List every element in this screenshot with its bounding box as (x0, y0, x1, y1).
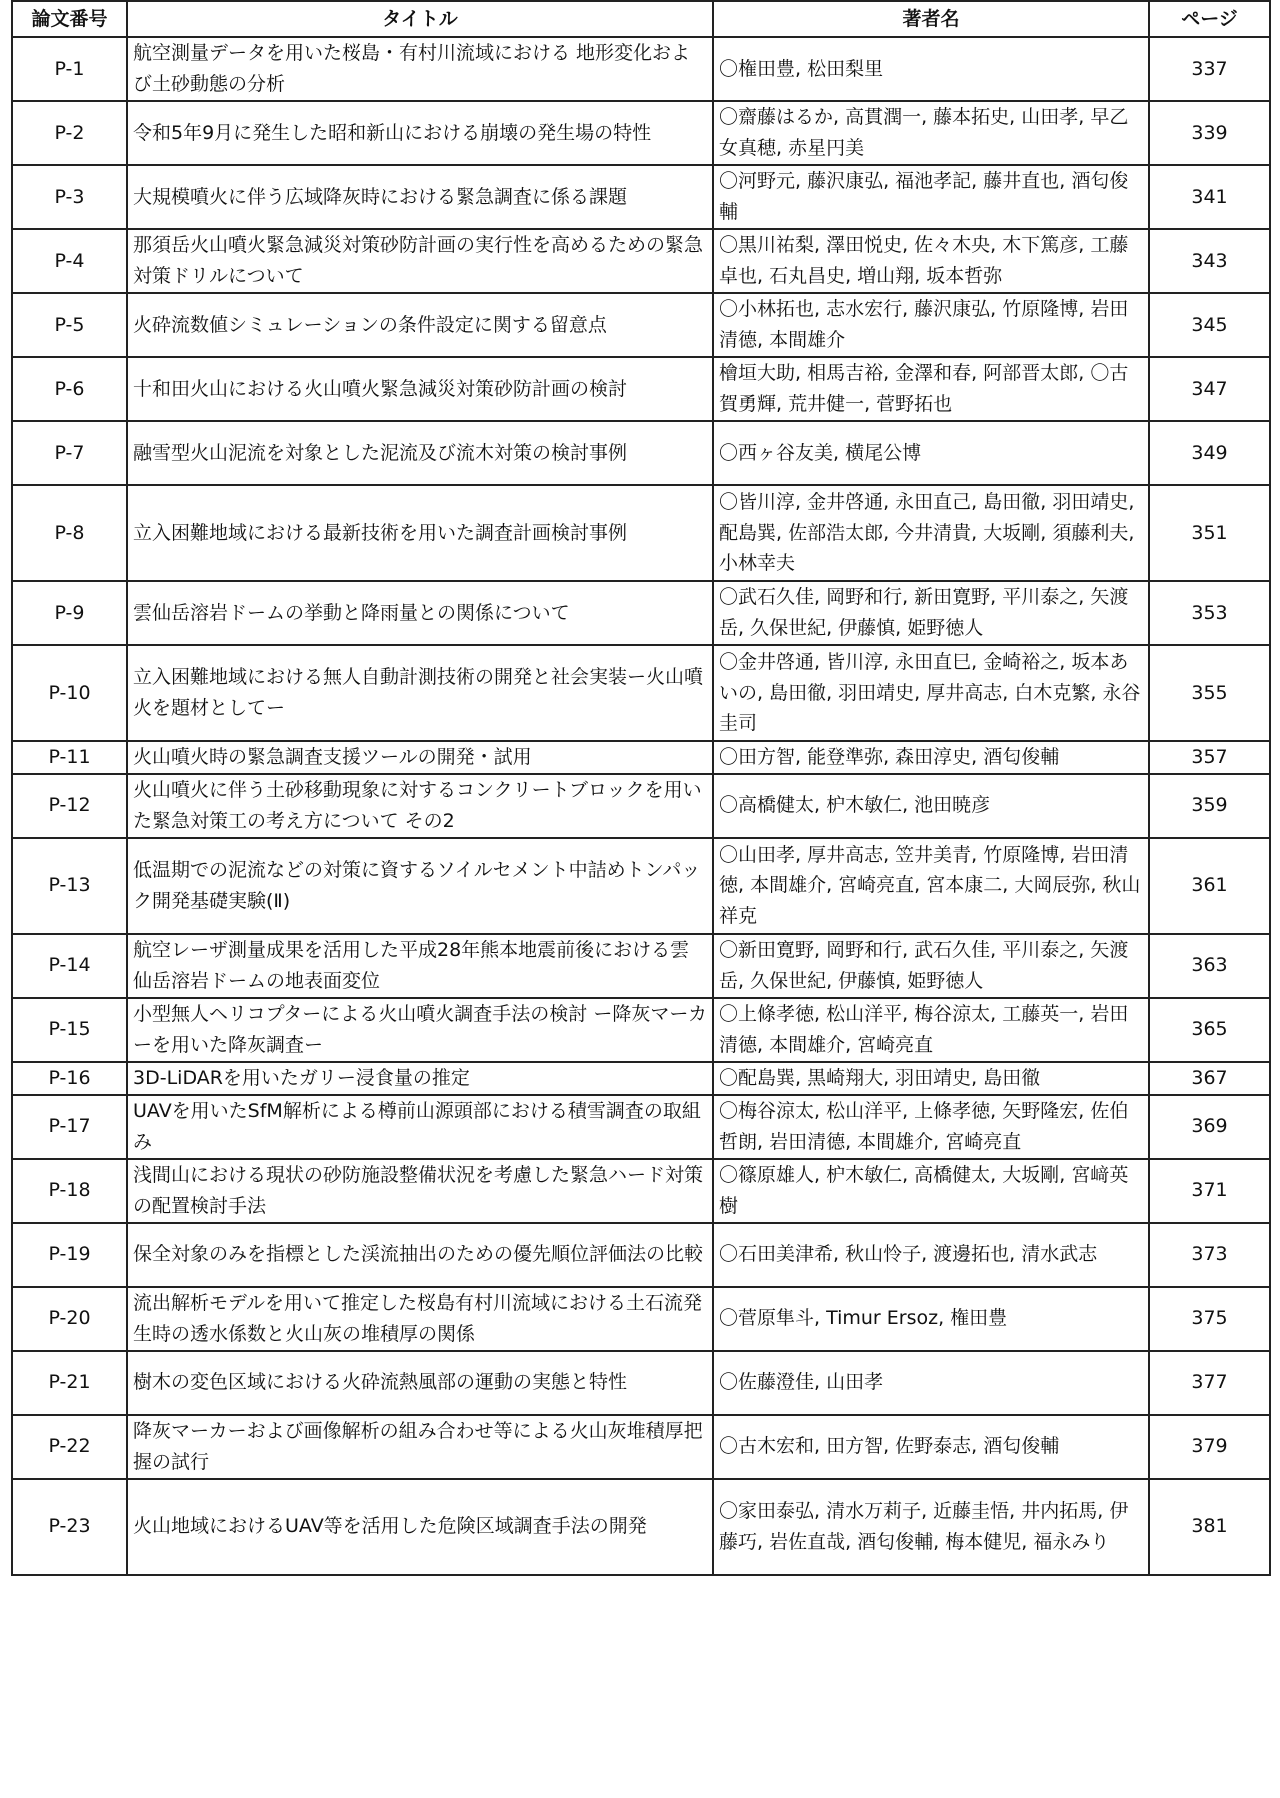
paper-number-cell: P-17 (12, 1095, 127, 1159)
table-row (12, 485, 1270, 581)
paper-number-cell: P-9 (12, 581, 127, 645)
authors-cell: 〇金井啓通, 皆川淳, 永田直巳, 金崎裕之, 坂本あいの, 島田徹, 羽田靖史, 厚井高志, 白木克繁, 永谷圭司 (713, 645, 1149, 741)
title-cell: 小型無人ヘリコプターによる火山噴火調査手法の検討 ー降灰マーカーを用いた降灰調査ー (127, 998, 713, 1062)
table-row (12, 645, 1270, 741)
authors-cell: 〇西ヶ谷友美, 横尾公博 (713, 421, 1149, 485)
title-cell: 航空測量データを用いた桜島・有村川流域における 地形変化および土砂動態の分析 (127, 37, 713, 101)
paper-number-cell: P-22 (12, 1415, 127, 1479)
paper-number-cell: P-19 (12, 1223, 127, 1287)
paper-number-cell: P-5 (12, 293, 127, 357)
table-row (12, 357, 1270, 421)
paper-number-cell: P-1 (12, 37, 127, 101)
page-cell: 351 (1149, 485, 1270, 581)
paper-number-cell: P-16 (12, 1062, 127, 1095)
authors-cell: 〇上條孝徳, 松山洋平, 梅谷涼太, 工藤英一, 岩田清德, 本間雄介, 宮崎亮直 (713, 998, 1149, 1062)
paper-number-cell: P-23 (12, 1479, 127, 1575)
authors-cell: 〇皆川淳, 金井啓通, 永田直己, 島田徹, 羽田靖史, 配島巽, 佐部浩太郎, 今井清貴, 大坂剛, 須藤利夫, 小林幸夫 (713, 485, 1149, 581)
table-row (12, 101, 1270, 165)
page-cell: 375 (1149, 1287, 1270, 1351)
title-cell: 降灰マーカーおよび画像解析の組み合わせ等による火山灰堆積厚把握の試行 (127, 1415, 713, 1479)
table-row (12, 165, 1270, 229)
authors-cell: 〇新田寛野, 岡野和行, 武石久佳, 平川泰之, 矢渡岳, 久保世紀, 伊藤慎, 姫野徳人 (713, 934, 1149, 998)
paper-number-cell: P-20 (12, 1287, 127, 1351)
title-cell: 火砕流数値シミュレーションの条件設定に関する留意点 (127, 293, 713, 357)
paper-number-cell: P-10 (12, 645, 127, 741)
page-cell: 361 (1149, 838, 1270, 934)
title-cell: 火山噴火に伴う土砂移動現象に対するコンクリートブロックを用いた緊急対策工の考え方について その2 (127, 774, 713, 838)
paper-number-cell: P-7 (12, 421, 127, 485)
paper-number-cell: P-18 (12, 1159, 127, 1223)
authors-cell: 〇武石久佳, 岡野和行, 新田寛野, 平川泰之, 矢渡岳, 久保世紀, 伊藤慎, 姫野徳人 (713, 581, 1149, 645)
authors-cell: 〇家田泰弘, 清水万莉子, 近藤圭悟, 井内拓馬, 伊藤巧, 岩佐直哉, 酒匂俊輔, 梅本健児, 福永みり (713, 1479, 1149, 1575)
authors-cell: 〇高橋健太, 枦木敏仁, 池田暁彦 (713, 774, 1149, 838)
page-cell: 355 (1149, 645, 1270, 741)
paper-number-cell: P-11 (12, 741, 127, 774)
table-row (12, 838, 1270, 934)
title-cell: 融雪型火山泥流を対象とした泥流及び流木対策の検討事例 (127, 421, 713, 485)
table-row (12, 934, 1270, 998)
page-cell: 343 (1149, 229, 1270, 293)
page-cell: 345 (1149, 293, 1270, 357)
title-cell: 火山噴火時の緊急調査支援ツールの開発・試用 (127, 741, 713, 774)
authors-cell: 〇田方智, 能登準弥, 森田淳史, 酒匂俊輔 (713, 741, 1149, 774)
title-cell: 浅間山における現状の砂防施設整備状況を考慮した緊急ハード対策の配置検討手法 (127, 1159, 713, 1223)
table-row (12, 998, 1270, 1062)
table-row (12, 1351, 1270, 1415)
title-cell: 立入困難地域における最新技術を用いた調査計画検討事例 (127, 485, 713, 581)
page-cell: 363 (1149, 934, 1270, 998)
paper-number-cell: P-12 (12, 774, 127, 838)
authors-cell: 〇権田豊, 松田梨里 (713, 37, 1149, 101)
authors-cell: 〇石田美津希, 秋山怜子, 渡邊拓也, 清水武志 (713, 1223, 1149, 1287)
title-cell: 那須岳火山噴火緊急減災対策砂防計画の実行性を高めるための緊急対策ドリルについて (127, 229, 713, 293)
table-row (12, 1479, 1270, 1575)
authors-cell: 〇山田孝, 厚井高志, 笠井美青, 竹原隆博, 岩田清徳, 本間雄介, 宮崎亮直, 宮本康二, 大岡辰弥, 秋山祥克 (713, 838, 1149, 934)
page-cell: 339 (1149, 101, 1270, 165)
authors-cell: 〇梅谷涼太, 松山洋平, 上條孝徳, 矢野隆宏, 佐伯哲朗, 岩田清德, 本間雄介, 宮崎亮直 (713, 1095, 1149, 1159)
page-cell: 367 (1149, 1062, 1270, 1095)
authors-cell: 〇佐藤澄佳, 山田孝 (713, 1351, 1149, 1415)
table-row (12, 581, 1270, 645)
title-cell: UAVを用いたSfM解析による樽前山源頭部における積雪調査の取組み (127, 1095, 713, 1159)
table-row (12, 1223, 1270, 1287)
page-cell: 371 (1149, 1159, 1270, 1223)
table-row (12, 229, 1270, 293)
authors-cell: 〇齋藤はるか, 高貫潤一, 藤本拓史, 山田孝, 早乙女真穂, 赤星円美 (713, 101, 1149, 165)
paper-number-cell: P-6 (12, 357, 127, 421)
header-page: ページ (1149, 1, 1270, 37)
table-row (12, 1159, 1270, 1223)
table-row (12, 741, 1270, 774)
title-cell: 立入困難地域における無人自動計測技術の開発と社会実装ー火山噴火を題材としてー (127, 645, 713, 741)
table-row (12, 1415, 1270, 1479)
authors-cell: 〇菅原隼斗, Timur Ersoz, 権田豊 (713, 1287, 1149, 1351)
page-cell: 369 (1149, 1095, 1270, 1159)
page-cell: 359 (1149, 774, 1270, 838)
title-cell: 大規模噴火に伴う広域降灰時における緊急調査に係る課題 (127, 165, 713, 229)
table-row (12, 293, 1270, 357)
title-cell: 3D-LiDARを用いたガリー浸食量の推定 (127, 1062, 713, 1095)
authors-cell: 〇黒川祐梨, 澤田悦史, 佐々木央, 木下篤彦, 工藤卓也, 石丸昌史, 増山翔, 坂本哲弥 (713, 229, 1149, 293)
paper-number-cell: P-3 (12, 165, 127, 229)
header-authors: 著者名 (713, 1, 1149, 37)
paper-number-cell: P-8 (12, 485, 127, 581)
table-row (12, 1095, 1270, 1159)
page-cell: 377 (1149, 1351, 1270, 1415)
table-row (12, 421, 1270, 485)
authors-cell: 〇古木宏和, 田方智, 佐野泰志, 酒匂俊輔 (713, 1415, 1149, 1479)
title-cell: 火山地域におけるUAV等を活用した危険区域調査手法の開発 (127, 1479, 713, 1575)
paper-number-cell: P-4 (12, 229, 127, 293)
authors-cell: 〇篠原雄人, 枦木敏仁, 高橋健太, 大坂剛, 宮﨑英樹 (713, 1159, 1149, 1223)
table-row (12, 774, 1270, 838)
table-row (12, 37, 1270, 101)
table-row (12, 1287, 1270, 1351)
header-row (12, 1, 1270, 37)
authors-cell: 檜垣大助, 相馬吉裕, 金澤和春, 阿部晋太郎, 〇古賀勇輝, 荒井健一, 菅野拓也 (713, 357, 1149, 421)
paper-number-cell: P-2 (12, 101, 127, 165)
authors-cell: 〇小林拓也, 志水宏行, 藤沢康弘, 竹原隆博, 岩田清德, 本間雄介 (713, 293, 1149, 357)
authors-cell: 〇河野元, 藤沢康弘, 福池孝記, 藤井直也, 酒匂俊輔 (713, 165, 1149, 229)
title-cell: 樹木の変色区域における火砕流熱風部の運動の実態と特性 (127, 1351, 713, 1415)
page-cell: 337 (1149, 37, 1270, 101)
page-cell: 353 (1149, 581, 1270, 645)
page-cell: 365 (1149, 998, 1270, 1062)
title-cell: 保全対象のみを指標とした渓流抽出のための優先順位評価法の比較 (127, 1223, 713, 1287)
page-cell: 379 (1149, 1415, 1270, 1479)
title-cell: 流出解析モデルを用いて推定した桜島有村川流域における土石流発生時の透水係数と火山灰の堆積厚の関係 (127, 1287, 713, 1351)
page-cell: 381 (1149, 1479, 1270, 1575)
paper-number-cell: P-15 (12, 998, 127, 1062)
title-cell: 雲仙岳溶岩ドームの挙動と降雨量との関係について (127, 581, 713, 645)
paper-number-cell: P-14 (12, 934, 127, 998)
table-row (12, 1062, 1270, 1095)
title-cell: 航空レーザ測量成果を活用した平成28年熊本地震前後における雲仙岳溶岩ドームの地表面変位 (127, 934, 713, 998)
title-cell: 低温期での泥流などの対策に資するソイルセメント中詰めトンパック開発基礎実験(Ⅱ) (127, 838, 713, 934)
title-cell: 十和田火山における火山噴火緊急減災対策砂防計画の検討 (127, 357, 713, 421)
header-paper-number: 論文番号 (12, 1, 127, 37)
title-cell: 令和5年9月に発生した昭和新山における崩壊の発生場の特性 (127, 101, 713, 165)
authors-cell: 〇配島巽, 黒崎翔大, 羽田靖史, 島田徹 (713, 1062, 1149, 1095)
page-cell: 357 (1149, 741, 1270, 774)
page-cell: 349 (1149, 421, 1270, 485)
page-cell: 373 (1149, 1223, 1270, 1287)
paper-list-table (11, 0, 1271, 1576)
page-cell: 347 (1149, 357, 1270, 421)
paper-number-cell: P-21 (12, 1351, 127, 1415)
header-title: タイトル (127, 1, 713, 37)
paper-number-cell: P-13 (12, 838, 127, 934)
page-cell: 341 (1149, 165, 1270, 229)
